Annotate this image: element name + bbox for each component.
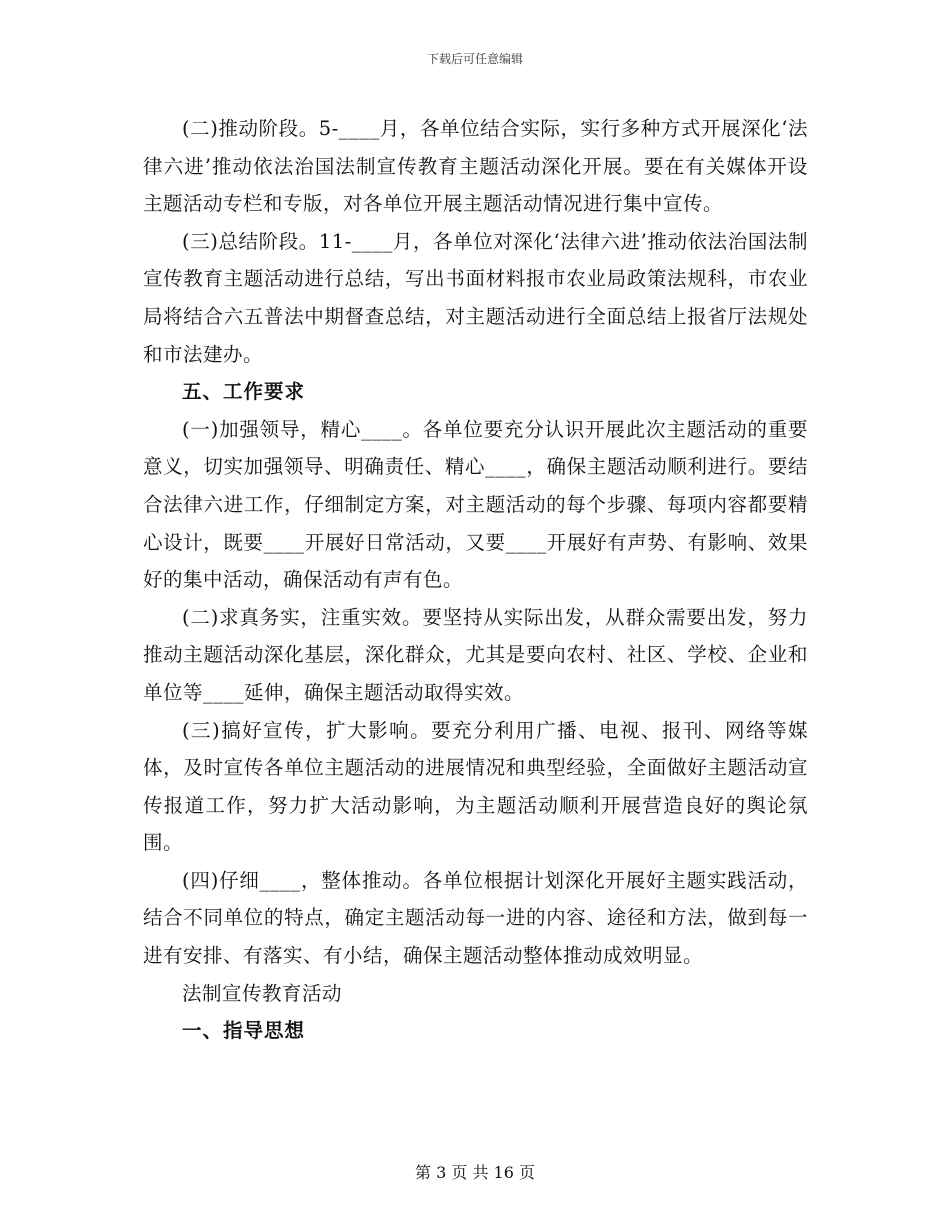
page-number: 第 3 页 共 16 页 — [415, 1163, 535, 1182]
paragraph-requirement-3: (三)搞好宣传，扩大影响。要充分利用广播、电视、报刊、网络等媒体，及时宣传各单位主题活动的进展情况和典型经验，全面做好主题活动宣传报道工作，努力扩大活动影响，为主题活动顺利开展营造良好的舆论氛围。 — [143, 718, 808, 855]
document-body — [143, 110, 808, 1050]
paragraph-promotion-stage: (二)推动阶段。5-____月，各单位结合实际，实行多种方式开展深化‘法律六进’推动依法治国法制宣传教育主题活动深化开展。要在有关媒体开设主题活动专栏和专版，对各单位开展主题活动情况进行集中宣传。 — [143, 117, 808, 216]
section-heading-work-requirements: 五、工作要求 — [182, 380, 306, 404]
paragraph-summary-stage: (三)总结阶段。11-____月，各单位对深化‘法律六进’推动依法治国法制宣传教育主题活动进行总结，写出书面材料报市农业局政策法规科，市农业局将结合六五普法中期督查总结，对主题活动进行全面总结上报省厅法规处和市法建办。 — [143, 229, 808, 366]
paragraph-requirement-1: (一)加强领导，精心____。各单位要充分认识开展此次主题活动的重要意义，切实加强领导、明确责任、精心____，确保主题活动顺利进行。要结合法律六进工作，仔细制定方案，对主题活动的每个步骤、每项内容都要精心设计，既要____开展好日常活动，又要____开展好有声势、有影响、效果好的集中活动，确保活动有声有色。 — [143, 417, 808, 592]
section-heading-guiding-ideology: 一、指导思想 — [182, 1019, 306, 1043]
document-subtitle: 法制宣传教育活动 — [182, 981, 343, 1005]
paragraph-requirement-2: (二)求真务实，注重实效。要坚持从实际出发，从群众需要出发，努力推动主题活动深化基层，深化群众，尤其是要向农村、社区、学校、企业和单位等____延伸，确保主题活动取得实效。 — [143, 605, 808, 704]
paragraph-requirement-4: (四)仔细____，整体推动。各单位根据计划深化开展好主题实践活动，结合不同单位的特点，确定主题活动每一进的内容、途径和方法，做到每一进有安排、有落实、有小结，确保主题活动整体推动成效明显。 — [143, 868, 808, 968]
page-header: 下载后可任意编辑 — [426, 52, 523, 66]
